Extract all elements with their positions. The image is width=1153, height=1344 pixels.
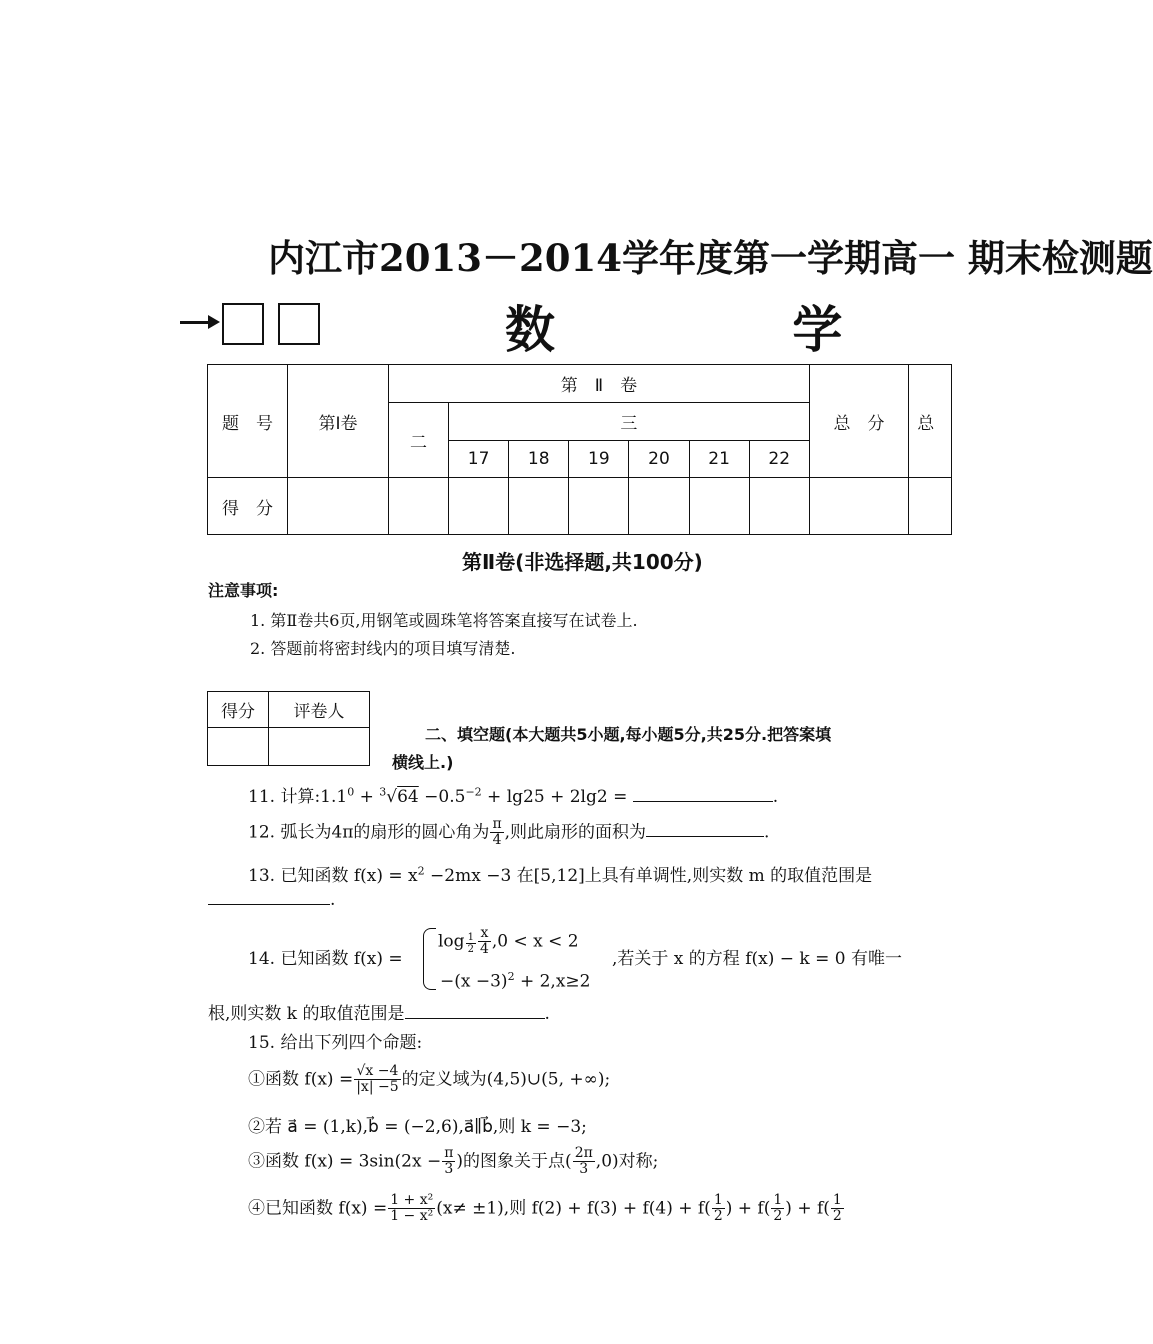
score-cell-total[interactable] (809, 478, 909, 535)
question-14-case1: log $\frac{1}{2}$ $\frac{x}{4}$ ,0 < x < 2 (438, 925, 579, 958)
notice-item-1: 1. 第Ⅱ卷共6页,用钢笔或圆珠笔将答案直接写在试卷上. (250, 611, 638, 630)
header-q22: 22 (749, 441, 809, 478)
header-section2: 二 (389, 403, 449, 478)
header-extra: 总 (909, 365, 952, 478)
score-cell-q22[interactable] (749, 478, 809, 535)
header-q17: 17 (449, 441, 509, 478)
score-cell-section2[interactable] (389, 478, 449, 535)
question-14-case2: $-(x -3)^2 + 2,x\ge 2$ (440, 970, 591, 992)
header-part1: 第Ⅰ卷 (287, 365, 388, 478)
score-table (207, 364, 952, 535)
score-cell-q18[interactable] (509, 478, 569, 535)
proposition-4: ④已知函数 f(x) = $\frac{\text{1 + x²}}{\text{1 − x²}}$ (x≠ ±1),则 f(2) + f(3) + f(4) + f( $\frac{1}{2}$ ) + f( $\frac{1}{2}$ ) + f( $\frac{1}{2}$ (248, 1192, 842, 1225)
header-part2: 第 Ⅱ 卷 (389, 365, 810, 403)
answer-blank-12[interactable] (646, 822, 764, 837)
header-total: 总 分 (809, 365, 909, 478)
page-title: 内江市2013－2014学年度第一学期高一 期末检测题 (268, 236, 1153, 280)
grader-header-score: 得分 (208, 692, 269, 728)
score-cell-q17[interactable] (449, 478, 509, 535)
question-14-prefix: 14. 已知函数 f(x) = (248, 949, 403, 969)
proposition-2: ②若 a⃗ = (1,k),b⃗ = (−2,6),a⃗∥b⃗,则 k = −3; (248, 1117, 587, 1137)
seat-box-1[interactable] (222, 303, 264, 345)
header-q21: 21 (689, 441, 749, 478)
score-cell-q19[interactable] (569, 478, 629, 535)
score-cell-q20[interactable] (629, 478, 689, 535)
header-q20: 20 (629, 441, 689, 478)
proposition-1: ①函数 f(x) = $\frac{√x -4}{|x| -5}$ 的定义域为(4,5)∪(5, +∞); (248, 1063, 611, 1096)
seat-box-2[interactable] (278, 303, 320, 345)
grader-header-grader: 评卷人 (269, 692, 370, 728)
question-13: 13. 已知函数 $f(x) = x^2 -2mx -3$ 在[5,12]上具有单调性,则实数 m 的取值范围是 (248, 864, 873, 886)
score-cell-extra[interactable] (909, 478, 952, 535)
question-14-tail: ,若关于 x 的方程 f(x) − k = 0 有唯一 (612, 949, 902, 969)
part2-heading: 第Ⅱ卷(非选择题,共100分) (462, 550, 703, 574)
question-13-cont: . (208, 890, 335, 910)
header-question-number: 题 号 (208, 365, 288, 478)
grader-score-cell[interactable] (208, 728, 269, 766)
question-14-cont: 根,则实数 k 的取值范围是 . (208, 1004, 550, 1024)
header-q18: 18 (509, 441, 569, 478)
answer-blank-11[interactable] (633, 787, 773, 802)
notice-item-2: 2. 答题前将密封线内的项目填写清楚. (250, 639, 516, 658)
row-score-label: 得 分 (208, 478, 288, 535)
brace-icon (423, 928, 436, 990)
section2-heading: 二、填空题(本大题共5小题,每小题5分,共25分.把答案填 (425, 725, 832, 744)
question-11: 11. 计算$:1.1^0 + ^3√64 -0.5^{-2} + \lg 25 + 2\lg 2$ = . (248, 785, 779, 807)
answer-blank-13[interactable] (208, 890, 330, 905)
score-cell-q21[interactable] (689, 478, 749, 535)
header-q19: 19 (569, 441, 629, 478)
notice-title: 注意事项: (208, 581, 279, 600)
section2-heading-cont: 横线上.) (392, 753, 454, 772)
question-15-intro: 15. 给出下列四个命题: (248, 1033, 423, 1053)
header-section3: 三 (449, 403, 810, 441)
grader-name-cell[interactable] (269, 728, 370, 766)
proposition-3: ③函数 f(x) = 3sin(2x − $\frac{\pi}{3}$ )的图象关于点( $\frac{2\pi}{3}$ ,0)对称; (248, 1145, 659, 1178)
score-cell-part1[interactable] (287, 478, 388, 535)
answer-blank-14[interactable] (405, 1004, 545, 1019)
subject-title: 数 学 (505, 300, 953, 359)
question-12: 12. 弧长为4π的扇形的圆心角为 $\frac{\pi}{4}$ ,则此扇形的面积为 . (248, 816, 770, 849)
grader-table (207, 691, 370, 766)
